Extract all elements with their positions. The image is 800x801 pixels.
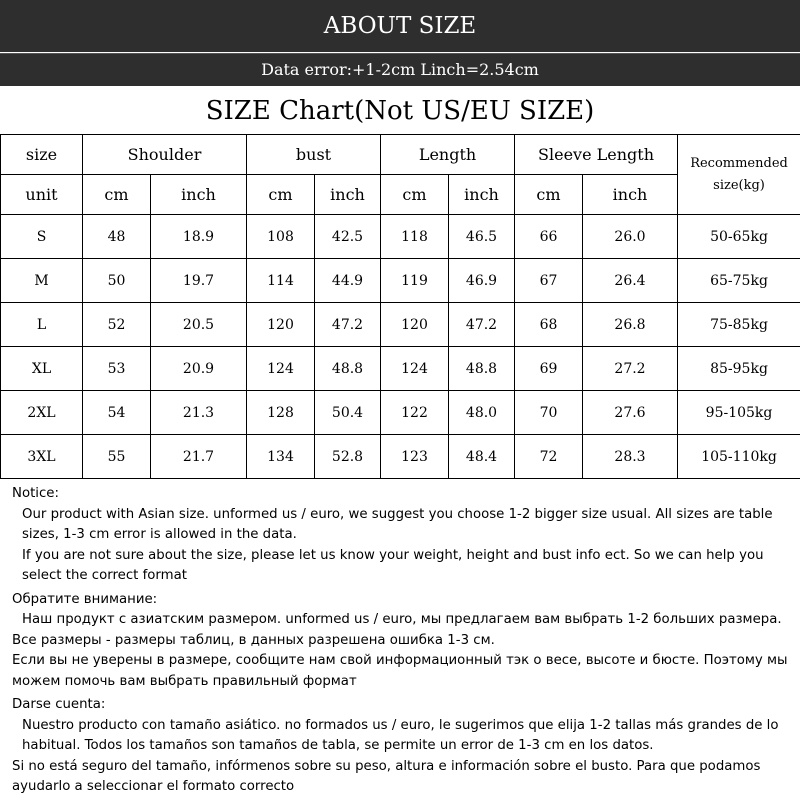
table-cell: 19.7 [151, 259, 247, 303]
table-cell: 119 [381, 259, 449, 303]
size-label-cell: M [1, 259, 83, 303]
table-header-row [1, 135, 800, 175]
table-cell: 52.8 [315, 435, 381, 479]
table-cell: 44.9 [315, 259, 381, 303]
header-recommended-size [678, 135, 800, 215]
table-cell: 75-85kg [678, 303, 800, 347]
table-cell: 48 [83, 215, 151, 259]
header-length: Length [381, 135, 515, 175]
notice-russian-heading: Обратите внимание: [12, 590, 797, 611]
size-label-cell: L [1, 303, 83, 347]
table-cell: 20.9 [151, 347, 247, 391]
recommended-line-1: Recommended [678, 153, 800, 175]
notice-spanish [12, 695, 797, 798]
unit-inch: inch [151, 175, 247, 215]
table-cell: 95-105kg [678, 391, 800, 435]
table-cell: 50-65kg [678, 215, 800, 259]
notice-english-heading: Notice: [12, 484, 797, 505]
table-cell: 47.2 [449, 303, 515, 347]
table-cell: 26.8 [583, 303, 678, 347]
unit-cm: cm [247, 175, 315, 215]
size-chart-table [0, 134, 800, 479]
table-cell: 46.5 [449, 215, 515, 259]
table-cell: 54 [83, 391, 151, 435]
table-cell: 21.7 [151, 435, 247, 479]
header-shoulder: Shoulder [83, 135, 247, 175]
table-cell: 66 [515, 215, 583, 259]
size-label-cell: XL [1, 347, 83, 391]
table-cell: 69 [515, 347, 583, 391]
table-cell: 124 [381, 347, 449, 391]
table-cell: 67 [515, 259, 583, 303]
table-cell: 114 [247, 259, 315, 303]
unit-label: unit [1, 175, 83, 215]
table-cell: 20.5 [151, 303, 247, 347]
table-cell: 48.8 [315, 347, 381, 391]
table-cell: 134 [247, 435, 315, 479]
table-cell: 21.3 [151, 391, 247, 435]
table-cell: 68 [515, 303, 583, 347]
notice-spanish-heading: Darse cuenta: [12, 695, 797, 716]
table-row [1, 259, 800, 303]
header-size: size [1, 135, 83, 175]
table-cell: 70 [515, 391, 583, 435]
table-cell: 26.4 [583, 259, 678, 303]
table-cell: 118 [381, 215, 449, 259]
table-cell: 122 [381, 391, 449, 435]
table-cell: 42.5 [315, 215, 381, 259]
notice-spanish-para-2: Si no está seguro del tamaño, infórmenos sobre su peso, altura e información sobre el busto. Para que podamos ayudarlo a seleccionar el formato correcto [12, 757, 797, 798]
table-row [1, 391, 800, 435]
unit-cm: cm [515, 175, 583, 215]
table-cell: 28.3 [583, 435, 678, 479]
table-cell: 108 [247, 215, 315, 259]
notice-english-para-2: If you are not sure about the size, please let us know your weight, height and bust info ect. So we can help you select the correct format [12, 546, 797, 587]
table-cell: 26.0 [583, 215, 678, 259]
size-label-cell: 2XL [1, 391, 83, 435]
table-cell: 105-110kg [678, 435, 800, 479]
notice-russian-para-1: Наш продукт с азиатским размером. unformed us / euro, мы предлагаем вам выбрать 1-2 больших размера. [12, 610, 797, 631]
table-cell: 120 [381, 303, 449, 347]
table-cell: 52 [83, 303, 151, 347]
size-label-cell: 3XL [1, 435, 83, 479]
table-row [1, 435, 800, 479]
header-title: ABOUT SIZE [0, 0, 800, 52]
notice-russian-para-2: Все размеры - размеры таблиц, в данных разрешена ошибка 1-3 см. [12, 631, 797, 652]
unit-cm: cm [83, 175, 151, 215]
unit-inch: inch [583, 175, 678, 215]
unit-inch: inch [449, 175, 515, 215]
header-bust: bust [247, 135, 381, 175]
table-cell: 18.9 [151, 215, 247, 259]
notice-english [12, 484, 797, 587]
size-chart-title: SIZE Chart(Not US/EU SIZE) [0, 88, 800, 134]
table-cell: 50.4 [315, 391, 381, 435]
table-row [1, 347, 800, 391]
header-sleeve-length: Sleeve Length [515, 135, 678, 175]
table-cell: 72 [515, 435, 583, 479]
table-cell: 27.2 [583, 347, 678, 391]
unit-cm: cm [381, 175, 449, 215]
header-data-error-note: Data error:+1-2cm Linch=2.54cm [0, 53, 800, 86]
notice-russian [12, 590, 797, 693]
recommended-line-2: size(kg) [678, 175, 800, 197]
unit-inch: inch [315, 175, 381, 215]
notice-english-para-1: Our product with Asian size. unformed us / euro, we suggest you choose 1-2 bigger size usual. All sizes are table sizes, 1-3 cm error is allowed in the data. [12, 505, 797, 546]
table-cell: 48.4 [449, 435, 515, 479]
notice-section [12, 484, 797, 801]
notice-russian-para-3: Если вы не уверены в размере, сообщите нам свой информационный тэк о весе, высоте и бюсте. Поэтому мы можем помочь вам выбрать правильный формат [12, 651, 797, 692]
table-cell: 48.8 [449, 347, 515, 391]
table-cell: 27.6 [583, 391, 678, 435]
table-cell: 53 [83, 347, 151, 391]
table-row [1, 215, 800, 259]
table-cell: 65-75kg [678, 259, 800, 303]
table-cell: 55 [83, 435, 151, 479]
table-cell: 85-95kg [678, 347, 800, 391]
table-cell: 48.0 [449, 391, 515, 435]
table-cell: 46.9 [449, 259, 515, 303]
notice-spanish-para-1: Nuestro producto con tamaño asiático. no formados us / euro, le sugerimos que elija 1-2 tallas más grandes de lo habitual. Todos los tamaños son tamaños de tabla, se permite un error de 1-3 cm en los datos. [12, 716, 797, 757]
table-cell: 124 [247, 347, 315, 391]
table-cell: 47.2 [315, 303, 381, 347]
size-label-cell: S [1, 215, 83, 259]
table-row [1, 303, 800, 347]
table-cell: 123 [381, 435, 449, 479]
table-cell: 120 [247, 303, 315, 347]
table-cell: 128 [247, 391, 315, 435]
table-cell: 50 [83, 259, 151, 303]
